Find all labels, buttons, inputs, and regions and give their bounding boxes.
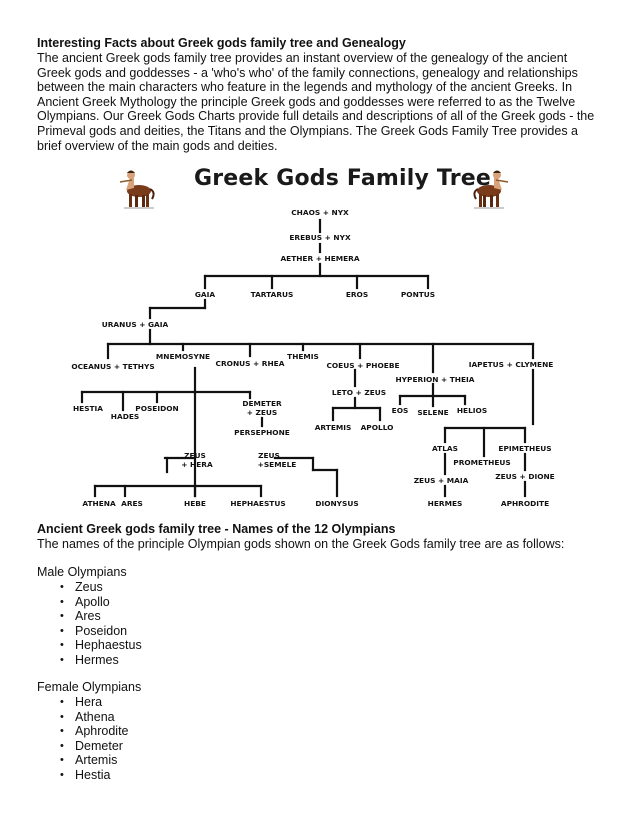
list-item: • Zeus <box>75 580 603 595</box>
female-olympians-list <box>37 695 603 782</box>
node-uranus: URANUS + GAIA <box>101 320 169 329</box>
list-item: • Ares <box>75 609 603 624</box>
node-eros: EROS <box>345 290 369 299</box>
node-zeus-semele-line1: ZEUS <box>258 451 280 460</box>
node-hephaestus: HEPHAESTUS <box>230 499 286 508</box>
list-item: • Hestia <box>75 768 603 783</box>
list-item: • Artemis <box>75 753 603 768</box>
node-apollo: APOLLO <box>360 423 394 432</box>
node-demeter-line2: + ZEUS <box>246 408 278 417</box>
olympians-heading: Ancient Greek gods family tree - Names of the 12 Olympians <box>37 522 396 536</box>
node-prometheus: PROMETHEUS <box>453 458 511 467</box>
node-oceanus: OCEANUS + TETHYS <box>71 362 155 371</box>
page-heading: Interesting Facts about Greek gods family tree and Genealogy <box>37 36 406 50</box>
node-selene: SELENE <box>417 408 449 417</box>
list-item: • Demeter <box>75 739 603 754</box>
node-erebus: EREBUS + NYX <box>289 233 351 242</box>
node-pontus: PONTUS <box>400 290 436 299</box>
node-ares: ARES <box>121 499 143 508</box>
list-item: • Aphrodite <box>75 724 603 739</box>
node-hebe: HEBE <box>184 499 206 508</box>
node-aphrodite: APHRODITE <box>500 499 550 508</box>
female-olympians-label: Female Olympians <box>37 680 142 694</box>
node-mnemosyne: MNEMOSYNE <box>155 352 211 361</box>
node-eos: EOS <box>391 406 409 415</box>
list-item: • Hephaestus <box>75 638 603 653</box>
node-hades: HADES <box>110 412 140 421</box>
node-artemis: ARTEMIS <box>314 423 352 432</box>
node-coeus: COEUS + PHOEBE <box>326 361 400 370</box>
intro-section <box>37 36 603 153</box>
node-chaos: CHAOS + NYX <box>291 208 349 217</box>
node-atlas: ATLAS <box>432 444 458 453</box>
family-tree-diagram <box>71 160 565 520</box>
node-leto: LETO + ZEUS <box>331 388 387 397</box>
node-aether: AETHER + HEMERA <box>280 254 360 263</box>
node-hestia: HESTIA <box>72 404 104 413</box>
node-hyperion: HYPERION + THEIA <box>395 375 475 384</box>
node-zeus-hera-line1: ZEUS <box>184 451 206 460</box>
node-athena: ATHENA <box>82 499 116 508</box>
node-cronus: CRONUS + RHEA <box>215 359 285 368</box>
node-zeus-hera-line2: + HERA <box>181 460 213 469</box>
list-item: • Hermes <box>75 653 603 668</box>
node-epimetheus: EPIMETHEUS <box>498 444 552 453</box>
tree-title: Greek Gods Family Tree <box>194 166 491 191</box>
olympians-lead: The names of the principle Olympian gods shown on the Greek Gods family tree are as follows: <box>37 537 565 551</box>
node-themis: THEMIS <box>287 352 319 361</box>
male-olympians-list <box>37 580 603 667</box>
node-hermes: HERMES <box>427 499 463 508</box>
male-olympians-label: Male Olympians <box>37 565 127 579</box>
node-persephone: PERSEPHONE <box>234 428 290 437</box>
list-item: • Hera <box>75 695 603 710</box>
node-zeus-semele-line2: +SEMELE <box>257 460 297 469</box>
node-gaia: GAIA <box>194 290 216 299</box>
node-dionysus: DIONYSUS <box>315 499 359 508</box>
node-poseidon: POSEIDON <box>135 404 179 413</box>
node-tartarus: TARTARUS <box>250 290 294 299</box>
node-iapetus: IAPETUS + CLYMENE <box>468 360 554 369</box>
node-zeus-maia: ZEUS + MAIA <box>413 476 469 485</box>
list-item: • Apollo <box>75 595 603 610</box>
olympians-section <box>37 522 603 782</box>
node-zeus-dione: ZEUS + DIONE <box>495 472 555 481</box>
node-demeter-line1: DEMETER <box>242 399 282 408</box>
list-item: • Athena <box>75 710 603 725</box>
intro-paragraph: The ancient Greek gods family tree provides an instant overview of the genealogy of the ancient Greek gods and goddesses - a 'who's who' of the family connections, genealogy and relationships between the main characters who feature in the legends and mythology of the ancient Greeks. In Ancient Greek Mythology the principle Greek gods and goddesses were referred to as the Twelve Olympians. Our Greek Gods Charts provide full details and descriptions of all of the Greek gods - the Primeval gods and deities, the Titans and the Olympians. The Greek Gods Family Tree provides a brief overview of the main gods and deities. <box>37 51 595 153</box>
list-item: • Poseidon <box>75 624 603 639</box>
node-helios: HELIOS <box>456 406 488 415</box>
